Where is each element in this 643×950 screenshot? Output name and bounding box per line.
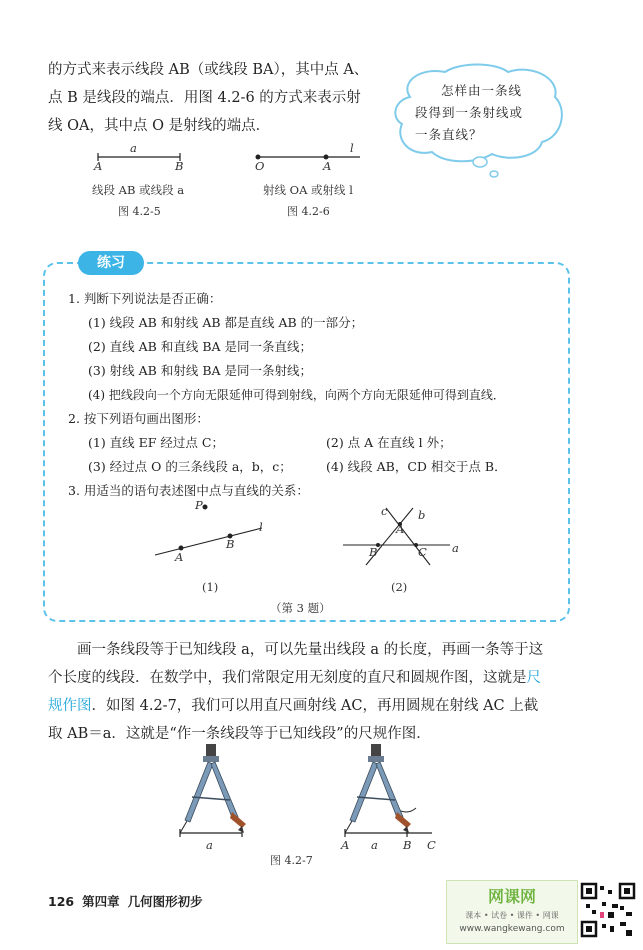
watermark-badge	[446, 880, 578, 944]
question-1-item: (4) 把线段向一个方向无限延伸可得到射线，向两个方向无限延伸可得到直线．	[88, 388, 505, 402]
question-3: 3. 用适当的语句表述图中点与直线的关系：	[68, 483, 309, 498]
fig2-label-C: C	[418, 545, 427, 559]
fig427-left-label-a: a	[206, 838, 213, 852]
intro-line-2: 点 B 是线段的端点．用图 4.2-6 的方式来表示射	[48, 90, 361, 106]
fig427-number: 图 4.2-7	[270, 854, 313, 867]
body-line-4: 取 AB＝a．这就是“作一条线段等于已知线段”的尺规作图．	[48, 726, 431, 742]
question-2: 2. 按下列语句画出图形：	[68, 411, 209, 426]
fig427-label-C: C	[427, 838, 436, 852]
body-line-1: 画一条线段等于已知线段 a，可以先量出线段 a 的长度，再画一条等于这	[77, 642, 544, 658]
question-2-item: (2) 点 A 在直线 l 外；	[326, 435, 452, 450]
fig1-caption: (1)	[202, 580, 219, 594]
exercise-title-tab: 练习	[78, 251, 144, 275]
question-1-item: (2) 直线 AB 和直线 BA 是同一条直线；	[88, 339, 312, 354]
exercise-caption: （第 3 题）	[270, 601, 331, 615]
watermark-brand: 网课网	[487, 887, 536, 906]
watermark-tags: 课本 • 试卷 • 课件 • 网课	[465, 911, 559, 920]
intro-line-1: 的方式来表示线段 AB（或线段 BA），其中点 A、	[48, 62, 369, 78]
body-line-3	[48, 692, 578, 720]
fig425-caption: 线段 AB 或线段 a	[92, 183, 185, 197]
term-ruler-compass-cont: 规作图	[48, 698, 92, 714]
question-1-item: (1) 线段 AB 和射线 AB 都是直线 AB 的一部分；	[88, 315, 364, 330]
term-ruler-compass: 尺	[526, 670, 541, 686]
fig426-label-A: A	[323, 159, 332, 173]
fig427-label-A: A	[341, 838, 350, 852]
fig426-label-l: l	[350, 141, 354, 155]
fig425-label-a: a	[130, 141, 137, 155]
watermark-url: www.wangkewang.com	[459, 924, 565, 934]
body-line-3-text: ．如图 4.2-7，我们可以用直尺画射线 AC，再用圆规在射线 AC 上截	[91, 698, 539, 714]
body-paragraph	[48, 636, 578, 748]
cloud-line-3: 一条直线？	[415, 127, 483, 142]
fig425-label-B: B	[175, 159, 184, 173]
fig2-label-b: b	[418, 508, 426, 522]
question-2-row	[68, 455, 558, 479]
fig426-label-O: O	[255, 159, 265, 173]
fig427-label-a: a	[371, 838, 378, 852]
fig427-label-B: B	[403, 838, 412, 852]
body-line-2-text: 个长度的线段．在数学中，我们常限定用无刻度的直尺和圆规作图，这就是	[48, 670, 527, 686]
fig2-label-A: A	[396, 522, 405, 536]
page-footer	[48, 892, 203, 910]
question-2-item: (4) 线段 AB，CD 相交于点 B．	[326, 459, 507, 474]
question-1-item: (3) 射线 AB 和射线 BA 是同一条射线；	[88, 363, 312, 378]
question-2-item: (3) 经过点 O 的三条线段 a，b，c；	[88, 459, 292, 474]
chapter-title: 几何图形初步	[127, 894, 203, 909]
fig1-label-l: l	[259, 520, 263, 534]
fig426-caption: 射线 OA 或射线 l	[263, 183, 353, 197]
compass-right-icon	[345, 744, 411, 833]
fig425-number: 图 4.2-5	[118, 205, 161, 218]
cloud-line-2: 段得到一条射线或	[415, 105, 524, 120]
fig426-number: 图 4.2-6	[287, 205, 330, 218]
qr-code-icon	[580, 882, 636, 938]
question-2-row	[68, 431, 558, 455]
fig1-label-P: P	[195, 498, 203, 512]
fig425-label-A: A	[94, 159, 103, 173]
body-line-2	[48, 664, 578, 692]
fig2-label-c: c	[381, 504, 388, 518]
question-1: 1. 判断下列说法是否正确：	[68, 291, 222, 306]
fig1-label-B: B	[226, 537, 235, 551]
cloud-text	[415, 80, 555, 146]
fig1-label-A: A	[175, 550, 184, 564]
fig2-label-a: a	[452, 541, 459, 555]
exercise-content	[68, 287, 558, 503]
cloud-line-1: 怎样由一条线	[441, 83, 523, 98]
intro-text	[48, 56, 393, 140]
intro-line-3: 线 OA，其中点 O 是射线的端点．	[48, 118, 271, 134]
fig2-label-B: B	[369, 545, 378, 559]
question-2-item: (1) 直线 EF 经过点 C；	[88, 435, 224, 450]
chapter-label: 第四章	[82, 894, 120, 909]
page-number: 126	[48, 894, 75, 909]
compass-left-icon	[180, 744, 246, 833]
fig2-caption: (2)	[391, 580, 408, 594]
